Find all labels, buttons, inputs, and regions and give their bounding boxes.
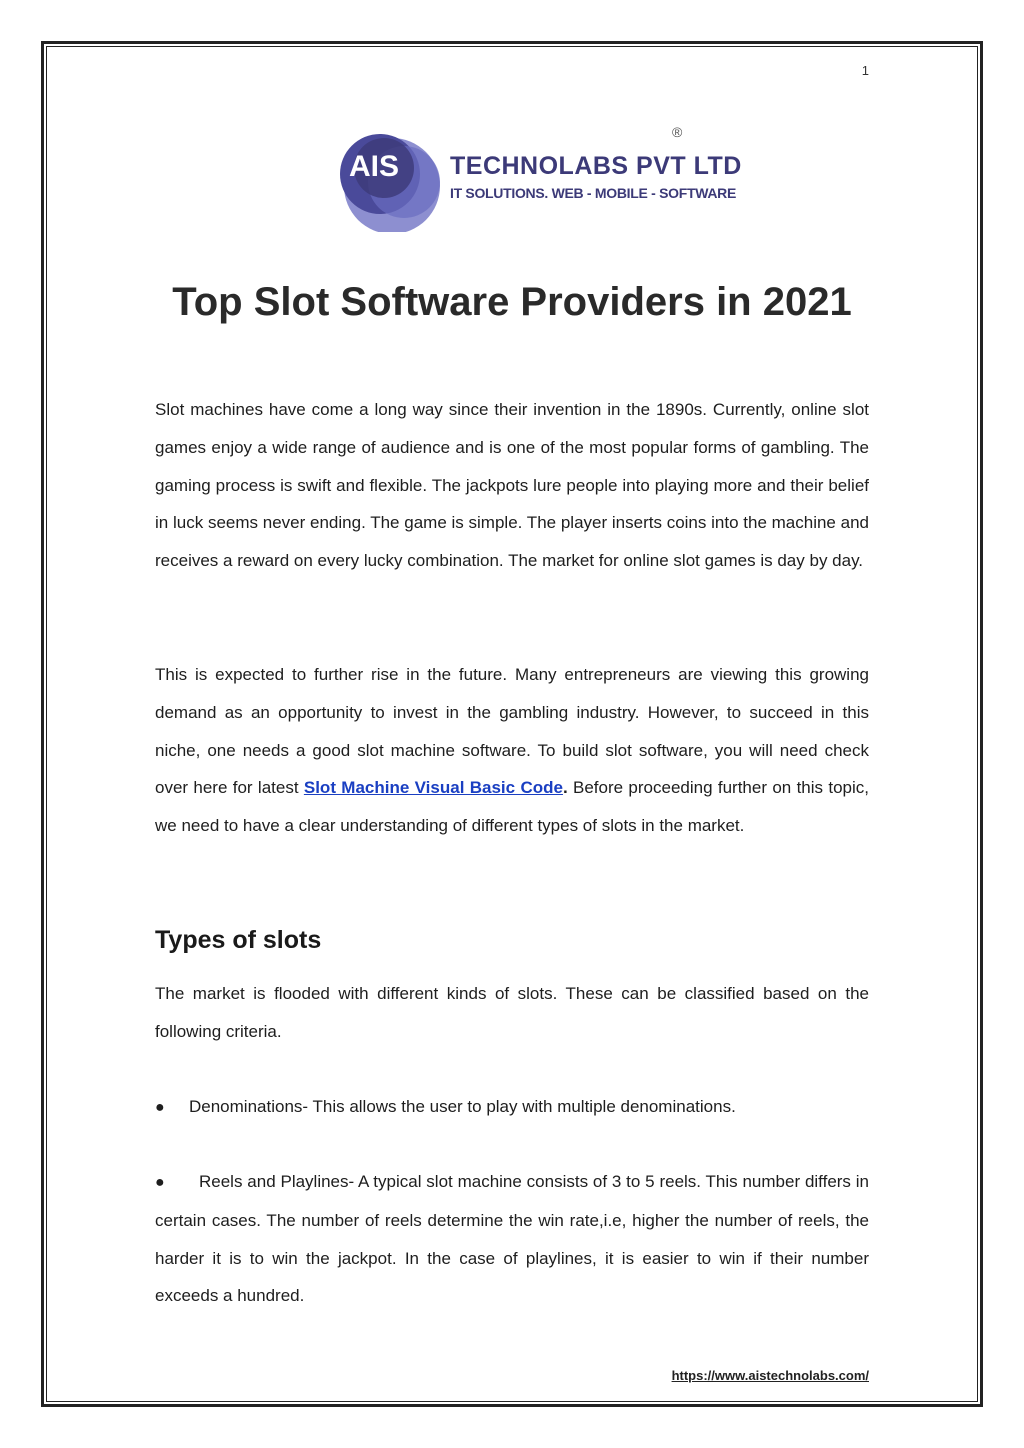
types-intro-paragraph: The market is flooded with different kinds of slots. These can be classified based on the following criteria. xyxy=(155,984,869,1041)
slot-machine-code-link[interactable]: Slot Machine Visual Basic Code xyxy=(303,778,563,798)
page-number: 1 xyxy=(861,63,869,78)
link-period: . xyxy=(562,778,568,798)
page-title: Top Slot Software Providers in 2021 xyxy=(172,280,852,324)
second-paragraph xyxy=(155,656,869,845)
registered-mark: ® xyxy=(672,124,683,140)
list-item xyxy=(155,1163,869,1315)
logo-ais-text: AIS xyxy=(348,150,399,183)
footer-website-link[interactable]: https://www.aistechnolabs.com/ xyxy=(671,1368,869,1383)
second-paragraph-text-after: Before proceeding further on this topic, we need to have a clear understanding of different types of slots in the market. xyxy=(155,778,869,836)
list-item xyxy=(155,1088,869,1127)
bullet-marker: ● xyxy=(155,1174,165,1191)
logo-tagline: IT SOLUTIONS. WEB - MOBILE - SOFTWARE xyxy=(450,185,736,201)
intro-paragraph: Slot machines have come a long way since their invention in the 1890s. Currently, online slot games enjoy a wide range of audience and is one of the most popular forms of gambling. The gaming process is swift and flexible. The jackpots lure people into playing more and their belief in luck seems never ending. The game is simple. The player inserts coins into the machine and receives a reward on every lucky combination. The market for online slot games is day by day. xyxy=(155,400,869,571)
bullet-text: Denominations- This allows the user to play with multiple denominations. xyxy=(189,1097,736,1116)
logo-company-name: TECHNOLABS PVT LTD xyxy=(450,152,742,180)
bullet-text: Reels and Playlines- A typical slot machine consists of 3 to 5 reels. This number differs in certain cases. The number of reels determine the win rate,i.e, higher the number of reels, the harder it is to win the jackpot. In the case of playlines, it is easier to win if their number exceeds a hundred. xyxy=(155,1172,869,1306)
section-heading-types-of-slots: Types of slots xyxy=(155,926,322,954)
second-paragraph-text-before: This is expected to further rise in the future. Many entrepreneurs are viewing this growing demand as an opportunity to invest in the gambling industry. However, to succeed in this niche, one needs a good slot machine software. To build slot software, you will need check over here for latest xyxy=(155,665,869,798)
bullet-marker: ● xyxy=(155,1099,165,1116)
